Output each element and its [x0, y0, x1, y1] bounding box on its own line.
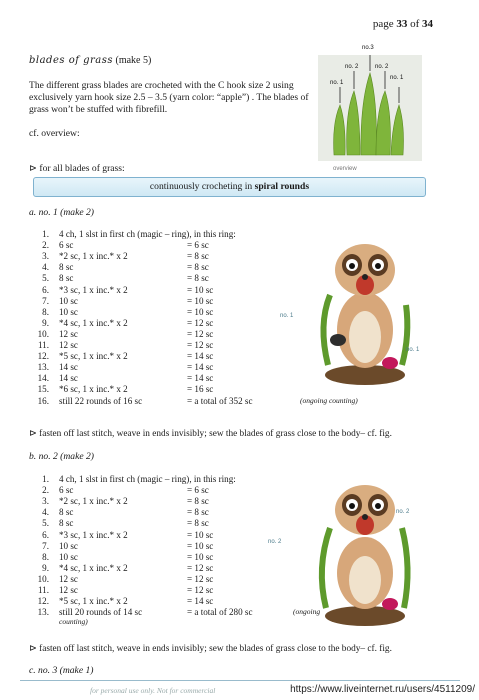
row-instruction: 4 ch, 1 slst in first ch (magic – ring), in this ring: [59, 474, 236, 484]
row-result: = 14 sc [187, 596, 214, 607]
row-result: = 12 sc [187, 340, 214, 350]
section-b-title: b. no. 2 (make 2) [29, 451, 95, 462]
row-number: 13. [37, 607, 49, 618]
section-title [29, 55, 151, 66]
meerkat-photo-a [310, 225, 420, 390]
row-result: = 12 sc [187, 317, 214, 328]
row-instruction: 10 sc [59, 306, 78, 317]
row-instruction: 8 sc [59, 273, 74, 284]
row-result: = a total of 352 sc [187, 395, 253, 406]
row-instruction: *2 sc, 1 x inc.* x 2 [59, 251, 128, 262]
row-instruction: *5 sc, 1 x inc.* x 2 [59, 351, 128, 362]
title-script: blades of grass [29, 55, 113, 66]
row-result: = 8 sc [187, 262, 209, 273]
row-instruction: 8 sc [59, 507, 74, 518]
photo-a-label-right: no. 1 [406, 347, 420, 353]
row-number: 11. [37, 340, 49, 350]
row-result: = a total of 280 sc [187, 607, 253, 618]
title-suffix: (make 5) [113, 55, 152, 66]
row-result: = 10 sc [187, 284, 214, 295]
row-result: = 8 sc [187, 518, 209, 529]
row-instruction: 10 sc [59, 540, 78, 551]
row-instruction: 14 sc [59, 362, 78, 373]
intro-text: The different grass blades are crocheted with the C hook size 2 using exclusively yarn hook size 2.5 – 3.5 (yarn color: “apple”) . The blades of grass won’t be stuffed with fibrefill. [29, 80, 309, 115]
overview-label-no2-right: no. 2 [375, 64, 389, 70]
row-number: 2. [42, 240, 49, 251]
row-instruction: 10 sc [59, 295, 78, 306]
row-number: 5. [42, 518, 49, 529]
row-instruction: *4 sc, 1 x inc.* x 2 [59, 562, 128, 573]
ongoing-counting-note: (ongoing [293, 607, 321, 617]
row-result: = 12 sc [187, 585, 214, 595]
row-number: 9. [42, 317, 49, 328]
row-instruction: *2 sc, 1 x inc.* x 2 [59, 496, 128, 507]
row-result: = 14 sc [187, 351, 214, 362]
row-number: 15. [37, 384, 49, 395]
row-instruction: 6 sc [59, 485, 74, 496]
row-instruction: still 22 rounds of 16 sc [59, 395, 143, 406]
overview-caption: overview [333, 166, 357, 172]
row-result: = 8 sc [187, 507, 209, 518]
row-result: = 8 sc [187, 251, 209, 262]
row-result: = 10 sc [187, 306, 214, 317]
overview-photo [314, 43, 426, 165]
row-result: = 12 sc [187, 328, 214, 339]
row-instruction: 12 sc [59, 573, 78, 584]
photo-b-label-right: no. 2 [396, 509, 410, 515]
for-all-note: ⊳ for all blades of grass: [29, 163, 125, 174]
row-result: = 10 sc [187, 295, 214, 306]
row-instruction: 12 sc [59, 585, 78, 595]
row-number: 1. [42, 474, 49, 484]
row-number: 6. [42, 284, 49, 295]
row-number: 11. [37, 585, 49, 595]
row-number: 3. [42, 496, 49, 507]
row-number: 3. [42, 251, 49, 262]
row-number: 2. [42, 485, 49, 496]
row-number: 4. [42, 262, 49, 273]
row-number: 12. [37, 596, 49, 607]
row-number: 4. [42, 507, 49, 518]
row-number: 5. [42, 273, 49, 284]
row-instruction: *3 sc, 1 x inc.* x 2 [59, 284, 128, 295]
footer-divider [20, 680, 460, 681]
row-number: 7. [42, 540, 49, 551]
meerkat-photo-b [310, 468, 420, 628]
photo-b-label-left: no. 2 [268, 539, 282, 545]
row-result: = 6 sc [187, 485, 209, 496]
footer-text: for personal use only. Not for commercial [90, 686, 216, 695]
section-a-title: a. no. 1 (make 2) [29, 207, 95, 218]
row-instruction: *5 sc, 1 x inc.* x 2 [59, 596, 128, 607]
row-number: 9. [42, 562, 49, 573]
overview-label-no1-right: no. 1 [390, 75, 404, 81]
row-result: = 8 sc [187, 273, 209, 284]
cf-overview-text: cf. overview: [29, 128, 80, 139]
row-result: = 12 sc [187, 562, 214, 573]
row-result: = 14 sc [187, 373, 214, 384]
row-result: = 10 sc [187, 540, 214, 551]
page-number: page 33 of 34 [372, 18, 433, 30]
row-result: = 16 sc [187, 384, 214, 395]
row-instruction: *4 sc, 1 x inc.* x 2 [59, 317, 128, 328]
row-instruction: 8 sc [59, 518, 74, 529]
row-instruction: 14 sc [59, 373, 78, 384]
row-number: 6. [42, 529, 49, 540]
row-number: 8. [42, 551, 49, 562]
photo-a-label-left: no. 1 [280, 313, 294, 319]
row-number: 13. [37, 362, 49, 373]
row-instruction: *6 sc, 1 x inc.* x 2 [59, 384, 128, 395]
row-instruction: *3 sc, 1 x inc.* x 2 [59, 529, 128, 540]
row-instruction: 4 ch, 1 slst in first ch (magic – ring), in this ring: [59, 229, 236, 239]
row-instruction: 8 sc [59, 262, 74, 273]
section-a-fasten-note: ⊳ fasten off last stitch, weave in ends invisibly; sew the blades of grass close to the body– cf. fig. [29, 429, 392, 439]
row-number: 10. [37, 573, 49, 584]
row-number: 10. [37, 328, 49, 339]
overview-label-no3: no.3 [362, 45, 374, 51]
row-instruction: 6 sc [59, 240, 74, 251]
overview-label-no2-left: no. 2 [345, 64, 359, 70]
section-c-title: c. no. 3 (make 1) [29, 665, 94, 676]
row-result: = 6 sc [187, 240, 209, 251]
row-result: = 12 sc [187, 573, 214, 584]
ongoing-counting-note: (ongoing counting) [300, 395, 358, 405]
row-number: 12. [37, 351, 49, 362]
row-result: = 14 sc [187, 362, 214, 373]
row-number: 16. [37, 395, 49, 406]
row-result: = 10 sc [187, 529, 214, 540]
ongoing-counting-note-cont: counting) [59, 617, 88, 627]
row-number: 8. [42, 306, 49, 317]
row-result: = 8 sc [187, 496, 209, 507]
row-instruction: 10 sc [59, 551, 78, 562]
spiral-rounds-banner: continuously crocheting in spiral rounds [33, 177, 426, 197]
row-number: 14. [37, 373, 49, 384]
row-number: 7. [42, 295, 49, 306]
watermark-url: https://www.liveinternet.ru/users/4511209/ [290, 684, 475, 695]
overview-label-no1-left: no. 1 [330, 80, 344, 86]
section-b-fasten-note: ⊳ fasten off last stitch, weave in ends invisibly; sew the blades of grass close to the body– cf. fig. [29, 644, 392, 654]
row-instruction: 12 sc [59, 328, 78, 339]
row-number: 1. [42, 229, 49, 239]
row-instruction: still 20 rounds of 14 sc [59, 607, 143, 618]
row-instruction: 12 sc [59, 340, 78, 350]
row-result: = 10 sc [187, 551, 214, 562]
